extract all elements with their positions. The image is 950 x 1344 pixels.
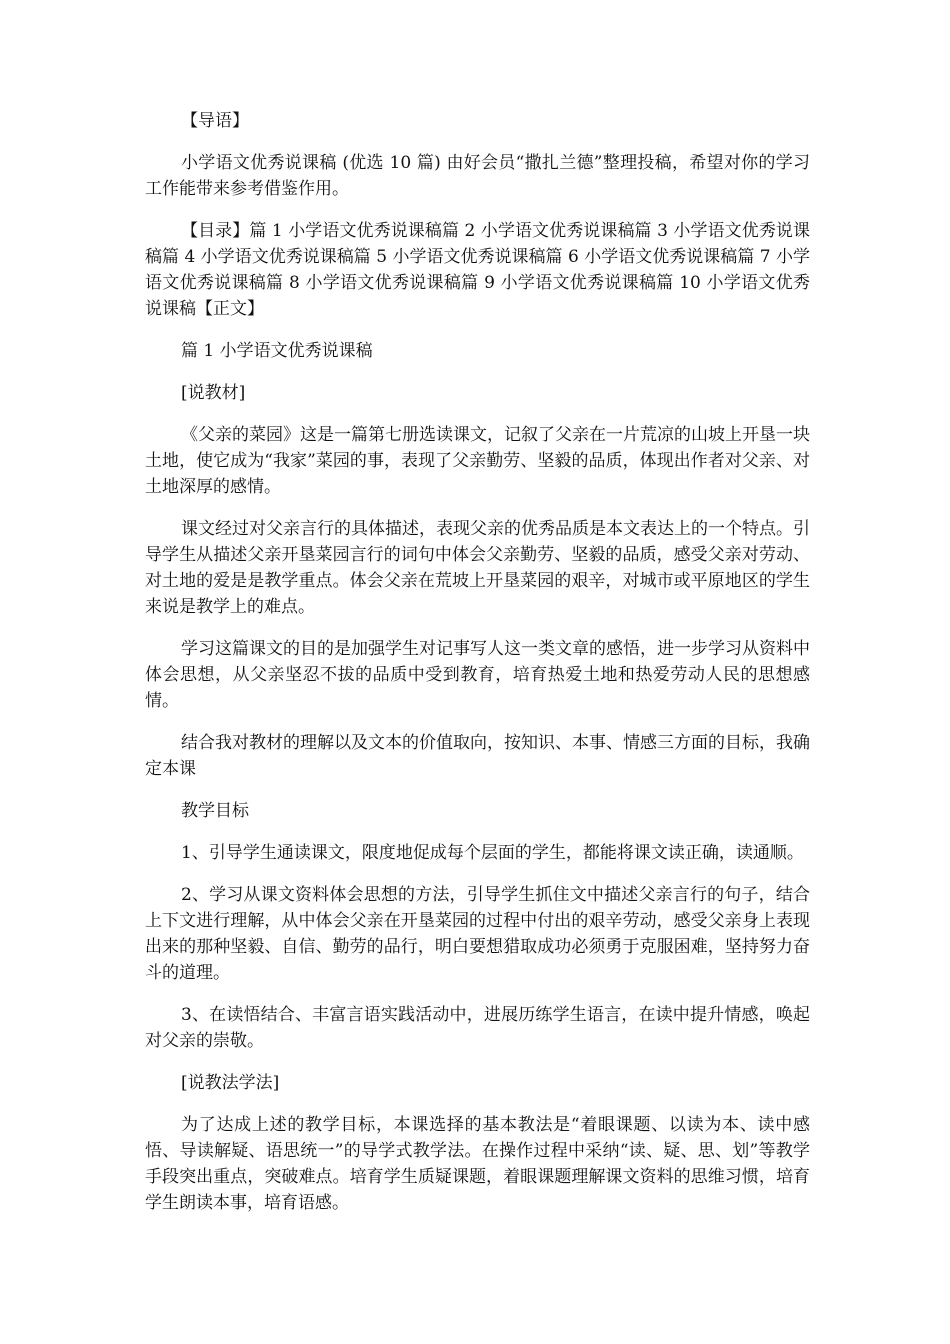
subheading-teaching-goals: 教学目标 [181,801,249,821]
table-of-contents: 【目录】篇 1 小学语文优秀说课稿篇 2 小学语文优秀说课稿篇 3 小学语文优秀说课稿篇 4 小学语文优秀说课稿篇 5 小学语文优秀说课稿篇 6 小学语文优秀说课稿篇 7 小学语文优秀说课稿篇 8 小学语文优秀说课稿篇 9 小学语文优秀说课稿篇 10 小学语文优秀说课稿【正文】 [145,221,810,319]
subheading-teaching-methods: [说教法学法] [181,1073,280,1093]
goal-item: 1、引导学生通读课文，限度地促成每个层面的学生，都能将课文读正确，读通顺。 [181,843,804,863]
body-paragraph: 学习这篇课文的目的是加强学生对记事写人这一类文章的感悟，进一步学习从资料中体会思想，从父亲坚忍不拔的品质中受到教育，培育热爱土地和热爱劳动人民的思想感情。 [145,639,810,711]
goal-item: 3、在读悟结合、丰富言语实践活动中，进展历练学生语言，在读中提升情感，唤起对父亲的崇敬。 [145,1005,810,1051]
document-page [145,108,810,1232]
heading-intro: 【导语】 [181,111,249,131]
body-paragraph: 为了达成上述的教学目标，本课选择的基本教法是“着眼课题、以读为本、读中感悟、导读解疑、语思统一”的导学式教学法。在操作过程中采纳“读、疑、思、划”等教学手段突出重点，突破难点。培育学生质疑课题，着眼课题理解课文资料的思维习惯，培育学生朗读本事，培育语感。 [145,1115,810,1213]
body-paragraph: 结合我对教材的理解以及文本的价值取向，按知识、本事、情感三方面的目标，我确定本课 [145,733,810,779]
section-title-1: 篇 1 小学语文优秀说课稿 [181,341,373,361]
body-paragraph: 《父亲的菜园》这是一篇第七册选读课文，记叙了父亲在一片荒凉的山坡上开垦一块土地，使它成为“我家”菜园的事，表现了父亲勤劳、坚毅的品质，体现出作者对父亲、对土地深厚的感情。 [145,425,810,497]
goal-item: 2、学习从课文资料体会思想的方法，引导学生抓住文中描述父亲言行的句子，结合上下文进行理解，从中体会父亲在开垦菜园的过程中付出的艰辛劳动，感受父亲身上表现出来的那种坚毅、自信、勤劳的品行，明白要想猎取成功必须勇于克服困难，坚持努力奋斗的道理。 [145,885,810,983]
intro-paragraph: 小学语文优秀说课稿 (优选 10 篇) 由好会员“撒扎兰德”整理投稿，希望对你的学习工作能带来参考借鉴作用。 [145,153,810,199]
subheading-textbook: [说教材] [181,383,246,403]
body-paragraph: 课文经过对父亲言行的具体描述，表现父亲的优秀品质是本文表达上的一个特点。引导学生从描述父亲开垦菜园言行的词句中体会父亲勤劳、坚毅的品质，感受父亲对劳动、对土地的爱是是教学重点。体会父亲在荒坡上开垦菜园的艰辛，对城市或平原地区的学生来说是教学上的难点。 [145,519,810,617]
